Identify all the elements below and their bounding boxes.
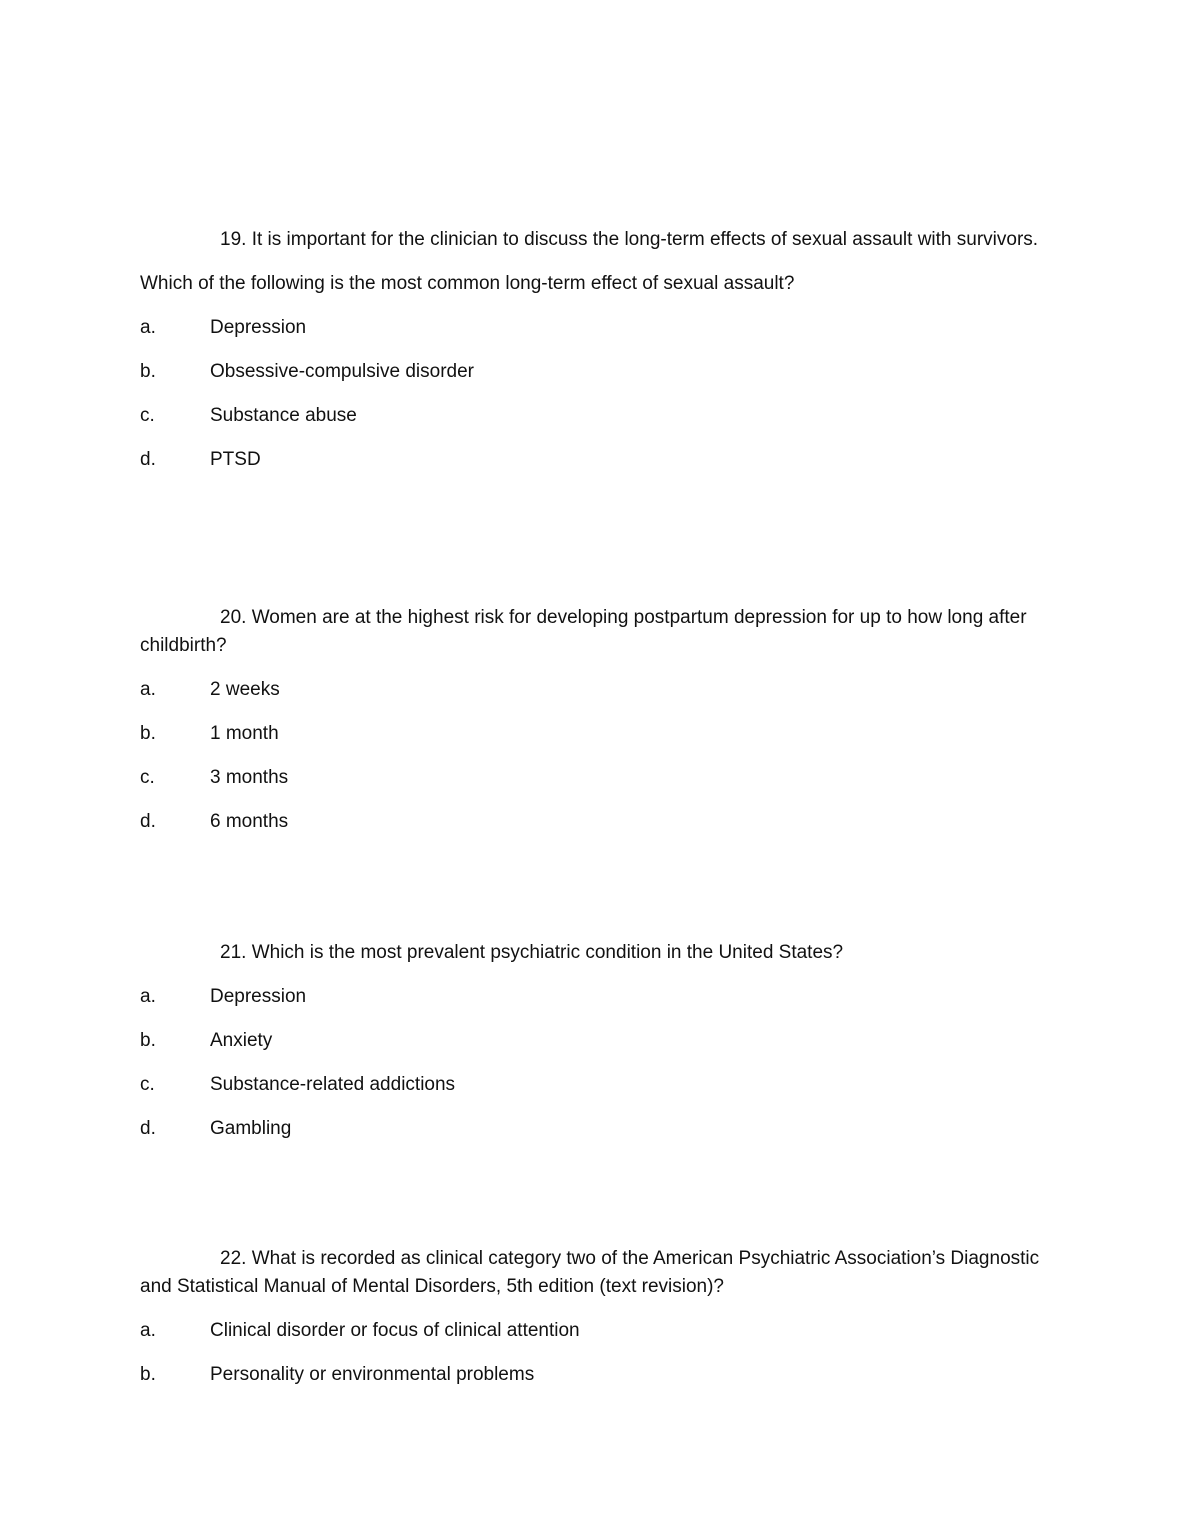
option-text: 2 weeks bbox=[210, 679, 280, 700]
question-22-prompt: 22. What is recorded as clinical category two of the American Psychiatric Association’s Diagnostic and Statistical Manual of Mental Disorders, 5th edition (text revision)? bbox=[140, 1248, 1040, 1297]
question-20 bbox=[140, 604, 1040, 852]
option-d bbox=[140, 808, 1040, 836]
option-letter: a. bbox=[140, 1320, 156, 1341]
question-19-followup: Which of the following is the most common long-term effect of sexual assault? bbox=[140, 273, 795, 294]
option-a bbox=[140, 1317, 1040, 1345]
option-a bbox=[140, 314, 1040, 342]
option-letter: b. bbox=[140, 361, 156, 382]
option-letter: a. bbox=[140, 986, 156, 1007]
question-22-options bbox=[140, 1317, 1040, 1389]
option-a bbox=[140, 983, 1040, 1011]
option-letter: b. bbox=[140, 1030, 156, 1051]
option-c bbox=[140, 402, 1040, 430]
option-letter: a. bbox=[140, 317, 156, 338]
option-d bbox=[140, 446, 1040, 474]
option-b bbox=[140, 1027, 1040, 1055]
option-text: 3 months bbox=[210, 767, 289, 788]
option-letter: a. bbox=[140, 679, 156, 700]
question-19-prompt: 19. It is important for the clinician to discuss the long-term effects of sexual assault with survivors. bbox=[220, 229, 1039, 250]
option-c bbox=[140, 1071, 1040, 1099]
option-letter: c. bbox=[140, 405, 155, 426]
option-text: Substance abuse bbox=[210, 405, 357, 426]
option-letter: b. bbox=[140, 1364, 156, 1385]
option-text: Personality or environmental problems bbox=[210, 1364, 535, 1385]
option-text: Depression bbox=[210, 986, 307, 1007]
option-text: PTSD bbox=[210, 449, 261, 470]
question-20-options bbox=[140, 676, 1040, 836]
option-letter: b. bbox=[140, 723, 156, 744]
option-text: 1 month bbox=[210, 723, 279, 744]
option-letter: d. bbox=[140, 449, 156, 470]
option-d bbox=[140, 1115, 1040, 1143]
option-text: Substance-related addictions bbox=[210, 1074, 456, 1095]
option-text: Gambling bbox=[210, 1118, 292, 1139]
option-letter: d. bbox=[140, 1118, 156, 1139]
question-21-prompt: 21. Which is the most prevalent psychiatric condition in the United States? bbox=[220, 942, 844, 963]
question-20-prompt: 20. Women are at the highest risk for developing postpartum depression for up to how long after childbirth? bbox=[140, 607, 1027, 656]
option-letter: c. bbox=[140, 767, 155, 788]
option-b bbox=[140, 720, 1040, 748]
option-letter: c. bbox=[140, 1074, 155, 1095]
option-c bbox=[140, 764, 1040, 792]
question-22 bbox=[140, 1245, 1040, 1405]
question-21 bbox=[140, 939, 1040, 1159]
question-19-options bbox=[140, 314, 1040, 474]
option-text: Anxiety bbox=[210, 1030, 273, 1051]
option-text: Obsessive-compulsive disorder bbox=[210, 361, 474, 382]
question-21-options bbox=[140, 983, 1040, 1143]
option-text: Depression bbox=[210, 317, 307, 338]
question-19 bbox=[140, 226, 1040, 490]
option-b bbox=[140, 1361, 1040, 1389]
option-text: 6 months bbox=[210, 811, 289, 832]
option-letter: d. bbox=[140, 811, 156, 832]
option-b bbox=[140, 358, 1040, 386]
option-text: Clinical disorder or focus of clinical attention bbox=[210, 1320, 580, 1341]
option-a bbox=[140, 676, 1040, 704]
